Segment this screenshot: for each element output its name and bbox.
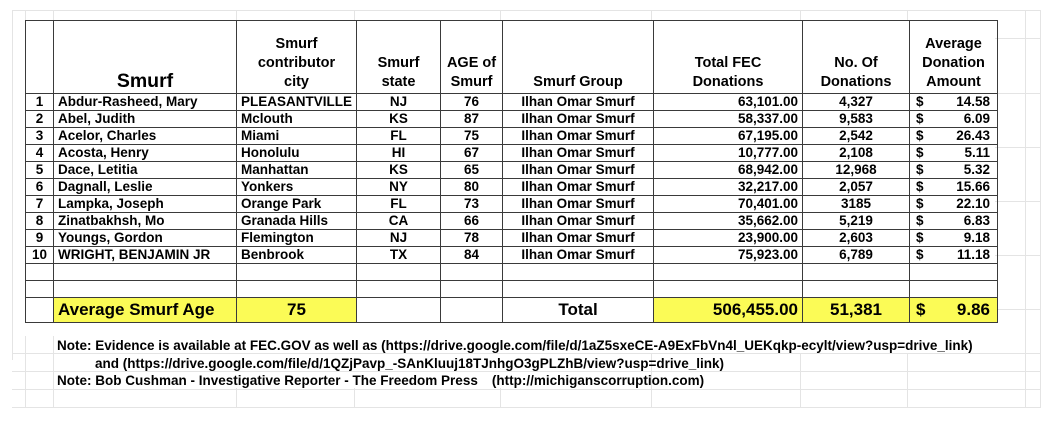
state-cell[interactable]: TX [357,247,441,264]
header-row [26,21,998,94]
avg-donation-value: 9.18 [963,230,991,245]
group-cell[interactable]: Ilhan Omar Smurf [503,162,654,179]
city-cell[interactable]: Flemington [237,230,357,247]
total-fec-cell[interactable]: 75,923.00 [654,247,803,264]
state-cell[interactable]: FL [357,128,441,145]
smurf-name-cell[interactable]: Zinatbakhsh, Mo [54,213,237,230]
gridline [236,10,237,20]
avg-donation-cell[interactable] [910,111,998,128]
smurf-name-cell[interactable]: Dace, Letitia [54,162,237,179]
num-donations-cell[interactable]: 4,327 [803,94,910,111]
total-fec-cell[interactable]: 35,662.00 [654,213,803,230]
smurf-name-cell[interactable]: Abdur-Rasheed, Mary [54,94,237,111]
total-fec-cell[interactable]: 10,777.00 [654,145,803,162]
group-cell[interactable]: Ilhan Omar Smurf [503,179,654,196]
avg-donation-value: 11.18 [956,247,991,262]
header-group[interactable]: Smurf Group [503,21,654,94]
gridline [995,147,1040,148]
age-cell[interactable]: 65 [441,162,503,179]
row-number[interactable]: 2 [26,111,54,128]
header-city-line: Smurf [275,36,318,52]
header-state-line: Smurf [377,55,420,71]
group-cell[interactable]: Ilhan Omar Smurf [503,213,654,230]
total-fec-cell[interactable]: 70,401.00 [654,196,803,213]
header-city[interactable] [237,21,357,94]
num-donations-cell[interactable]: 2,603 [803,230,910,247]
empty-cell[interactable] [54,264,237,281]
group-cell[interactable]: Ilhan Omar Smurf [503,230,654,247]
smurf-name-cell[interactable]: Youngs, Gordon [54,230,237,247]
state-cell[interactable]: HI [357,145,441,162]
note-evidence[interactable]: Note: Evidence is available at FEC.GOV as well as (https://drive.google.com/file/d/1aZ5sxeCE-A9ExFbVn4l_UEKqkp-ecylt/view?usp=drive_link) [57,338,973,353]
gridline [800,10,801,20]
num-donations-cell[interactable]: 6,789 [803,247,910,264]
total-fec-cell[interactable]: 32,217.00 [654,179,803,196]
age-cell[interactable]: 76 [441,94,503,111]
total-fec-sum[interactable]: 506,455.00 [654,298,803,323]
state-cell[interactable]: KS [357,111,441,128]
state-cell[interactable]: FL [357,196,441,213]
smurf-name-cell[interactable]: Dagnall, Leslie [54,179,237,196]
gridline [236,388,237,408]
gridline [995,201,1040,202]
gridline [907,10,908,20]
gridline [995,93,1040,94]
total-fec-cell[interactable]: 23,900.00 [654,230,803,247]
avg-donation-cell[interactable] [910,162,998,179]
header-num-donations[interactable] [803,21,910,94]
currency-symbol: $ [916,162,924,177]
empty-cell[interactable] [503,264,654,281]
avg-donation-cell[interactable] [910,196,998,213]
total-fec-cell[interactable]: 58,337.00 [654,111,803,128]
note-author-text: Note: Bob Cushman - Investigative Reporter - The Freedom Press [57,373,478,388]
header-avg-donation[interactable] [910,21,998,94]
table-row [26,162,998,179]
avg-donation-value: 26.43 [956,128,991,143]
gridline [995,309,1040,310]
age-cell[interactable]: 75 [441,128,503,145]
row-number[interactable]: 3 [26,128,54,145]
header-total-fec[interactable] [654,21,803,94]
empty-cell[interactable] [237,264,357,281]
num-donations-cell[interactable]: 12,968 [803,162,910,179]
smurf-donations-table [25,20,998,323]
currency-symbol: $ [916,94,924,109]
currency-symbol: $ [916,196,924,211]
overall-avg-value: 9.86 [956,300,991,319]
city-cell[interactable]: Honolulu [237,145,357,162]
avg-donation-cell[interactable] [910,230,998,247]
empty-cell[interactable] [237,281,357,298]
smurf-name-cell[interactable]: Abel, Judith [54,111,237,128]
header-avg-donation-line: Donation [922,55,985,71]
empty-cell[interactable] [26,298,54,323]
num-donations-cell[interactable]: 2,542 [803,128,910,145]
notes-section [57,337,973,390]
state-cell[interactable]: NJ [357,94,441,111]
group-cell[interactable]: Ilhan Omar Smurf [503,111,654,128]
table-row [26,111,998,128]
header-index[interactable] [26,21,54,94]
gridline [25,10,26,20]
avg-donation-cell[interactable] [910,94,998,111]
empty-cell[interactable] [441,298,503,323]
overall-avg-donation[interactable] [910,298,998,323]
num-donations-cell[interactable]: 5,219 [803,213,910,230]
group-cell[interactable]: Ilhan Omar Smurf [503,145,654,162]
group-cell[interactable]: Ilhan Omar Smurf [503,94,654,111]
gridline [651,10,652,20]
table-row [26,128,998,145]
header-avg-donation-line: Average [925,36,982,52]
header-total-fec-line: Total FEC [694,55,762,71]
num-donations-cell[interactable]: 9,583 [803,111,910,128]
row-number[interactable]: 1 [26,94,54,111]
table-row [26,94,998,111]
empty-cell[interactable] [910,264,998,281]
empty-cell[interactable] [654,281,803,298]
currency-symbol: $ [916,213,924,228]
empty-cell[interactable] [26,264,54,281]
empty-cell[interactable] [357,264,441,281]
empty-cell[interactable] [441,264,503,281]
avg-donation-cell[interactable] [910,213,998,230]
row-number[interactable]: 5 [26,162,54,179]
currency-symbol: $ [916,128,924,143]
age-cell[interactable]: 73 [441,196,503,213]
gridline [1040,10,1041,408]
age-cell[interactable]: 78 [441,230,503,247]
age-cell[interactable]: 87 [441,111,503,128]
note-evidence-continued[interactable]: and (https://drive.google.com/file/d/1QZjPavp_-SAnKluuj18TJnhgO3gPLZhB/view?usp=drive_link) [95,355,724,371]
avg-age-label[interactable]: Average Smurf Age [54,298,237,323]
header-age-line: Smurf [450,74,493,90]
table-row [26,145,998,162]
empty-cell[interactable] [910,281,998,298]
summary-row [26,298,998,323]
avg-donation-value: 6.09 [963,111,991,126]
total-label[interactable]: Total [503,298,654,323]
gridline [354,10,355,20]
table-row [26,196,998,213]
total-fec-cell[interactable]: 68,942.00 [654,162,803,179]
smurf-name-cell[interactable]: WRIGHT, BENJAMIN JR [54,247,237,264]
state-cell[interactable]: CA [357,213,441,230]
empty-cell[interactable] [54,281,237,298]
num-donations-cell[interactable]: 3185 [803,196,910,213]
gridline [995,255,1040,256]
row-number[interactable]: 7 [26,196,54,213]
gridline [12,10,13,360]
avg-donation-cell[interactable] [910,128,998,145]
empty-row [26,281,998,298]
gridline [995,38,1040,39]
city-cell[interactable]: Benbrook [237,247,357,264]
row-number[interactable]: 6 [26,179,54,196]
total-fec-cell[interactable]: 67,195.00 [654,128,803,145]
gridline [500,388,501,408]
gridline [53,10,54,20]
currency-symbol: $ [916,300,926,319]
empty-cell[interactable] [357,298,441,323]
age-cell[interactable]: 80 [441,179,503,196]
gridline [354,388,355,408]
row-number[interactable]: 9 [26,230,54,247]
header-age-line: AGE of [446,55,497,71]
city-cell[interactable]: Mclouth [237,111,357,128]
empty-cell[interactable] [441,281,503,298]
empty-cell[interactable] [803,281,910,298]
gridline [500,10,501,20]
gridline [53,336,54,408]
num-donations-cell[interactable]: 2,108 [803,145,910,162]
currency-symbol: $ [916,111,924,126]
city-cell[interactable]: Granada Hills [237,213,357,230]
gridline [25,336,26,408]
row-number[interactable]: 10 [26,247,54,264]
row-number[interactable]: 8 [26,213,54,230]
city-cell[interactable]: Orange Park [237,196,357,213]
avg-donation-value: 5.11 [964,145,991,160]
note-author-link[interactable]: (http://michiganscorruption.com) [491,373,705,388]
header-avg-donation-line: Amount [926,74,981,90]
city-cell[interactable]: PLEASANTVILLE [237,94,357,111]
total-fec-cell[interactable]: 63,101.00 [654,94,803,111]
avg-donation-value: 6.83 [963,213,991,228]
note-author[interactable] [57,372,973,390]
city-cell[interactable]: Yonkers [237,179,357,196]
header-smurf[interactable]: Smurf [54,21,237,94]
empty-cell[interactable] [654,264,803,281]
total-donations-count[interactable]: 51,381 [803,298,910,323]
smurf-name-cell[interactable]: Acosta, Henry [54,145,237,162]
group-cell[interactable]: Ilhan Omar Smurf [503,196,654,213]
table-row [26,179,998,196]
state-cell[interactable]: NY [357,179,441,196]
group-cell[interactable]: Ilhan Omar Smurf [503,247,654,264]
table-row [26,213,998,230]
age-cell[interactable]: 66 [441,213,503,230]
avg-donation-value: 14.58 [956,94,991,109]
header-city-line: city [284,74,309,90]
header-num-donations-line: Donations [820,74,892,90]
currency-symbol: $ [916,247,924,262]
smurf-name-cell[interactable]: Lampka, Joseph [54,196,237,213]
empty-row [26,264,998,281]
state-cell[interactable]: KS [357,162,441,179]
header-state-line: state [381,74,416,90]
group-cell[interactable]: Ilhan Omar Smurf [503,128,654,145]
avg-donation-value: 22.10 [956,196,991,211]
city-cell[interactable]: Miami [237,128,357,145]
gridline [12,407,1040,408]
avg-donation-value: 5.32 [963,162,991,177]
smurf-name-cell[interactable]: Acelor, Charles [54,128,237,145]
city-cell[interactable]: Manhattan [237,162,357,179]
table-row [26,230,998,247]
avg-age-value[interactable]: 75 [237,298,357,323]
header-total-fec-line: Donations [692,74,764,90]
state-cell[interactable]: NJ [357,230,441,247]
avg-donation-cell[interactable] [910,179,998,196]
header-state[interactable] [357,21,441,94]
currency-symbol: $ [916,145,924,160]
avg-donation-cell[interactable] [910,247,998,264]
header-num-donations-line: No. Of [834,55,878,71]
table-row [26,247,998,264]
age-cell[interactable]: 67 [441,145,503,162]
header-city-line: contributor [257,55,336,71]
currency-symbol: $ [916,230,924,245]
empty-cell[interactable] [503,281,654,298]
num-donations-cell[interactable]: 2,057 [803,179,910,196]
avg-donation-value: 15.66 [956,179,991,194]
header-age[interactable] [441,21,503,94]
age-cell[interactable]: 84 [441,247,503,264]
gridline [1025,10,1026,408]
avg-donation-cell[interactable] [910,145,998,162]
gridline [12,10,1040,11]
row-number[interactable]: 4 [26,145,54,162]
empty-cell[interactable] [357,281,441,298]
currency-symbol: $ [916,179,924,194]
empty-cell[interactable] [26,281,54,298]
empty-cell[interactable] [803,264,910,281]
